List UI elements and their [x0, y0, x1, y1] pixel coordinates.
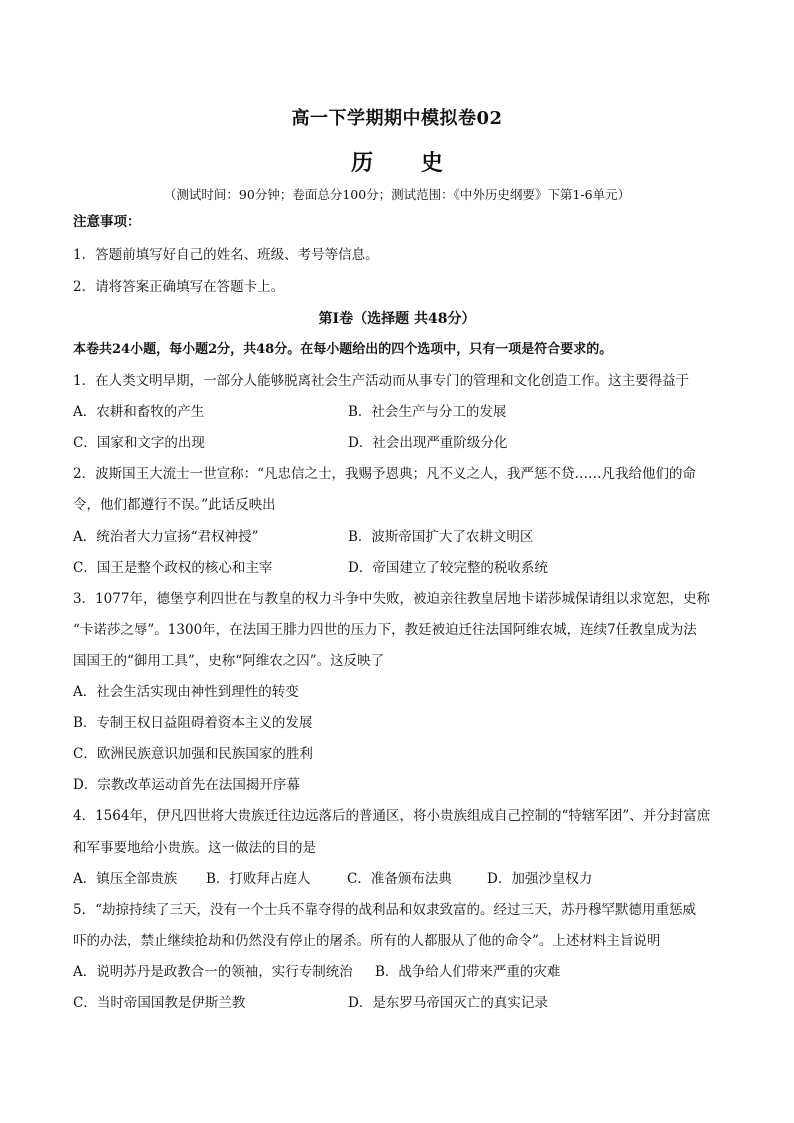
section-instruction: 本卷共24小题，每小题2分，共48分。在每小题给出的四个选项中，只有一项是符合要求的。	[73, 342, 613, 357]
question-stem: 吓的办法，禁止继续抢劫和仍然没有停止的屠杀。所有的人都服从了他的命令”。上述材料主旨说明	[73, 933, 661, 949]
option-b: B．战争给人们带来严重的灾难	[375, 964, 561, 980]
option-b: B．波斯帝国扩大了农耕文明区	[348, 529, 534, 545]
question-stem: 令，他们都遵行不误。”此话反映出	[73, 497, 276, 513]
question-stem: 1．在人类文明早期，一部分人能够脱离社会生产活动而从事专门的管理和文化创造工作。这主要得益于	[73, 373, 690, 389]
option-d: D．加强沙皇权力	[487, 871, 593, 887]
option-a: A．农耕和畜牧的产生	[73, 404, 205, 420]
exam-info: （测试时间：90分钟；卷面总分100分；测试范围：《中外历史纲要》下第1-6单元）	[163, 187, 631, 202]
option-a: A．镇压全部贵族	[73, 871, 178, 887]
question-stem: 5．“劫掠持续了三天，没有一个士兵不靠夺得的战利品和奴隶致富的。经过三天，苏丹穆罕默德用重惩威	[73, 902, 696, 918]
option-c: C．国家和文字的出现	[73, 435, 205, 451]
option-a: A．社会生活实现由神性到理性的转变	[73, 684, 299, 700]
subject-heading: 历 史	[351, 150, 463, 176]
note-item: 2．请将答案正确填写在答题卡上。	[73, 279, 285, 295]
question-stem: 2．波斯国王大流士一世宣称：“凡忠信之士，我赐予恩典；凡不义之人，我严惩不贷……凡我给他们的命	[73, 466, 696, 482]
option-b: B．打败拜占庭人	[206, 871, 311, 887]
question-stem: “卡诺莎之辱”。1300年，在法国王腓力四世的压力下，教廷被迫迁往法国阿维农城，连续7任教皇成为法	[73, 622, 697, 638]
option-d: D．宗教改革运动首先在法国揭开序幕	[73, 777, 300, 793]
option-a: A．说明苏丹是政教合一的领袖，实行专制统治	[73, 964, 353, 980]
option-b: B．专制王权日益阻碍着资本主义的发展	[73, 715, 313, 731]
option-c: C．准备颁布法典	[347, 871, 452, 887]
option-c: C．国王是整个政权的核心和主宰	[73, 560, 273, 576]
option-d: D．是东罗马帝国灭亡的真实记录	[348, 995, 548, 1011]
option-b: B．社会生产与分工的发展	[348, 404, 507, 420]
question-stem: 4．1564年，伊凡四世将大贵族迁往边远落后的普通区，将小贵族组成自己控制的“特辖军团”、并分封富庶	[73, 808, 711, 824]
option-d: D．社会出现严重阶级分化	[348, 435, 508, 451]
notes-heading: 注意事项：	[73, 214, 141, 230]
exam-title: 高一下学期期中模拟卷02	[291, 108, 503, 129]
question-stem: 国国王的“御用工具”，史称“阿维农之囚”。这反映了	[73, 653, 385, 669]
question-stem: 3．1077年，德堡亨利四世在与教皇的权力斗争中失败，被迫亲往教皇居地卡诺莎城保请组以求宽恕，史称	[73, 591, 710, 607]
option-d: D．帝国建立了较完整的税收系统	[348, 560, 548, 576]
section-title: 第I卷（选择题 共48分）	[318, 311, 476, 327]
note-item: 1．答题前填写好自己的姓名、班级、考号等信息。	[73, 247, 379, 263]
option-c: C．欧洲民族意识加强和民族国家的胜利	[73, 746, 313, 762]
option-a: A．统治者大力宣扬“君权神授”	[73, 529, 259, 545]
question-stem: 和军事要地给小贵族。这一做法的目的是	[73, 840, 316, 856]
option-c: C．当时帝国国教是伊斯兰教	[73, 995, 246, 1011]
